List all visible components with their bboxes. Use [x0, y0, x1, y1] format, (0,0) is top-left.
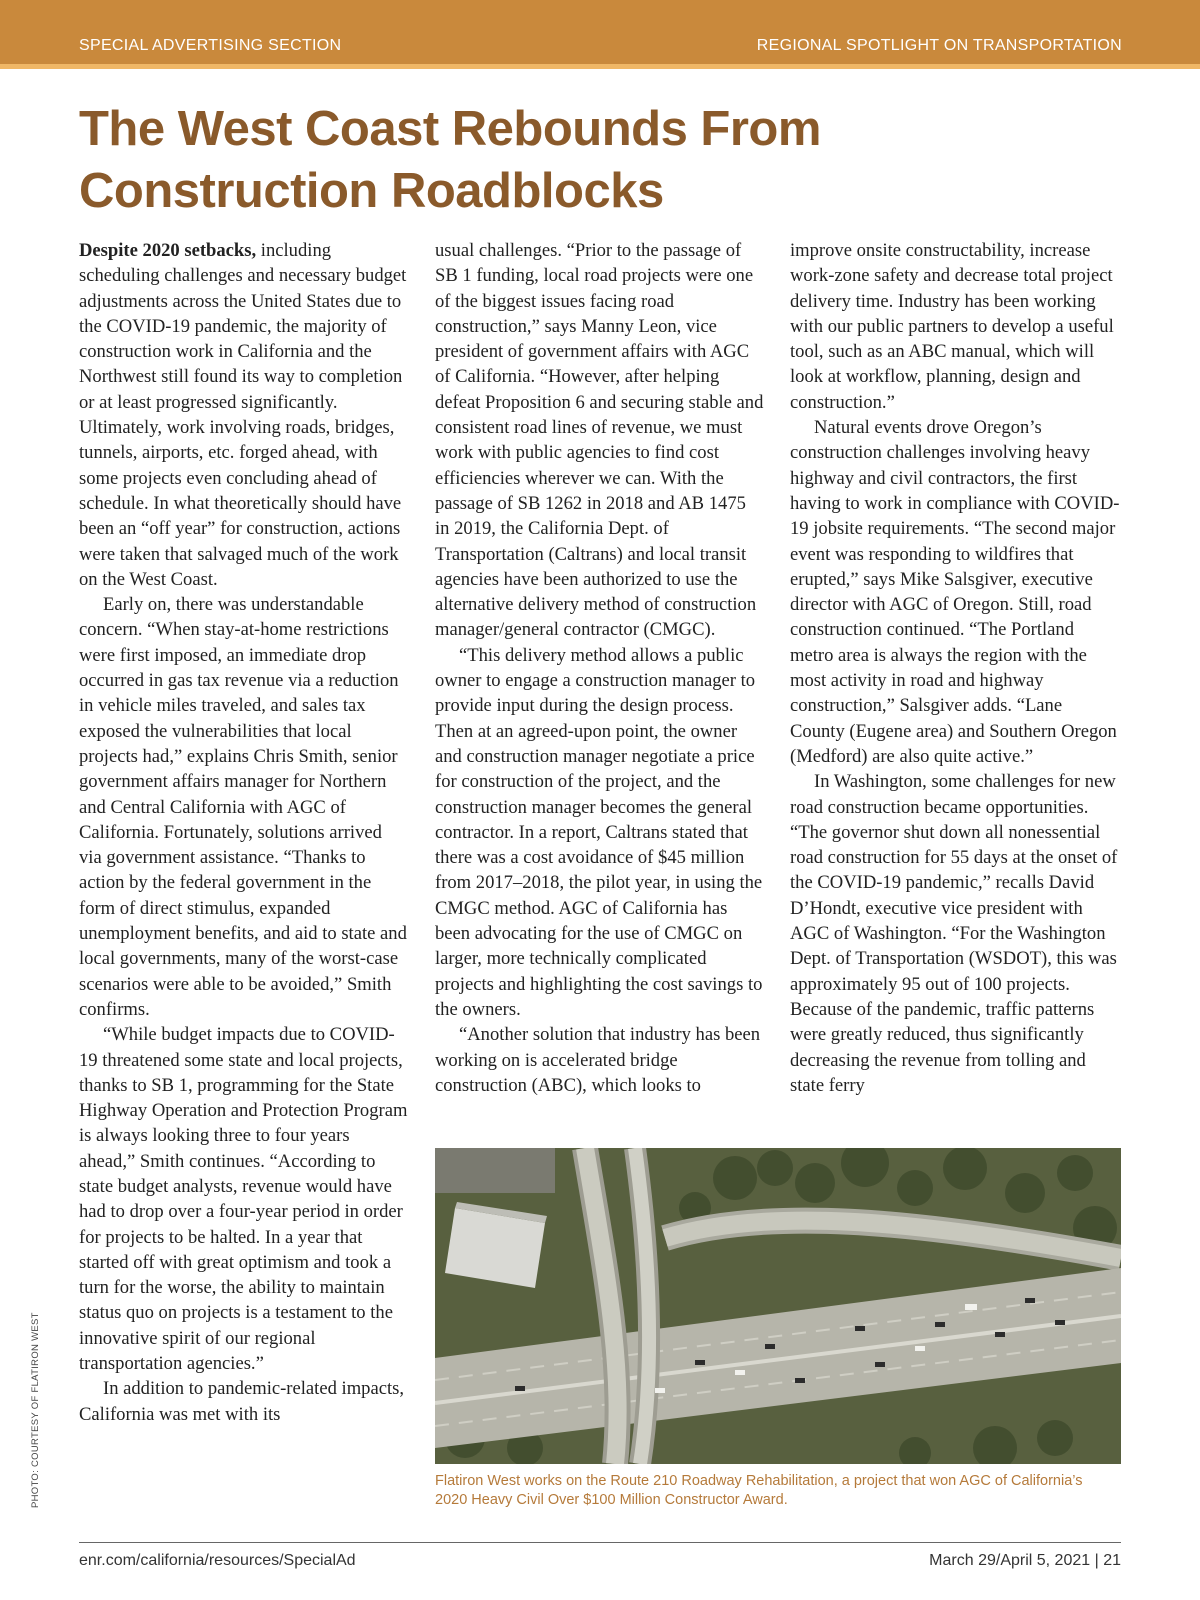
lead-in: Despite 2020 setbacks,: [79, 240, 257, 261]
paragraph: In addition to pandemic-related impacts, California was met with its: [79, 1378, 405, 1425]
text-column-3: [790, 238, 1120, 1098]
footer-url: enr.com/california/resources/SpecialAd: [79, 1552, 356, 1569]
article-title: The West Coast Rebounds From Construction Roadblocks: [79, 102, 821, 218]
paragraph: In Washington, some challenges for new road construction became opportunities. “The governor shut down all nonessential road construction for 55 days at the onset of the COVID-19 pandemic,” recalls David D’Hondt, executive vice president with AGC of Washington. “For the Washington Dept. of Transportation (WSDOT), this was approximately 95 out of 100 projects. Because of the pandemic, traffic patterns were greatly reduced, thus significantly decreasing the revenue from tolling and state ferry: [790, 771, 1118, 1096]
text-column-1: [79, 238, 409, 1427]
paragraph: usual challenges. “Prior to the passage of SB 1 funding, local road projects were one of the biggest issues facing road construction,” says Manny Leon, vice president of government affairs with AGC of California. “However, after helping defeat Proposition 6 and securing stable and consistent road lines of revenue, we must work with public agencies to find cost efficiencies wherever we can. With the passage of SB 1262 in 2018 and AB 1475 in 2019, the California Dept. of Transportation (Caltrans) and local transit agencies have been authorized to use the alternative delivery method of construction manager/general contractor (CMGC).: [435, 240, 764, 641]
text-column-2: [435, 238, 765, 1098]
photo-credit: PHOTO: COURTESY OF FLATIRON WEST: [30, 1312, 41, 1508]
paragraph: “While budget impacts due to COVID-19 threatened some state and local projects, thanks to SB 1, programming for the State Highway Operation and Protection Program is always looking three to four years ahead,” Smith continues. “According to state budget analysts, revenue would have had to drop over a four-year period in order for projects to be halted. In a year that started off with great optimism and took a turn for the worse, the ability to maintain status quo on projects is a testament to the innovative spirit of our regional transportation agencies.”: [79, 1024, 408, 1375]
paragraph: Natural events drove Oregon’s construction challenges involving heavy highway and civil contractors, the first having to work in compliance with COVID-19 jobsite requirements. “The second major event was responding to wildfires that erupted,” says Mike Salsgiver, executive director with AGC of Oregon. Still, road construction continued. “The Portland metro area is always the region with the most activity in road and highway construction,” Salsgiver adds. “Lane County (Eugene area) and Southern Oregon (Medford) are also quite active.”: [790, 417, 1120, 767]
paragraph: “This delivery method allows a public owner to engage a construction manager to provide input during the design process. Then at an agreed-upon point, the owner and construction manager negotiate a price for construction of the project, and the construction manager becomes the general contractor. In a report, Caltrans stated that there was a cost avoidance of $45 million from 2017–2018, the pilot year, in using the CMGC method. AGC of California has been advocating for the use of CMGC on larger, more technically complicated projects and highlighting the cost savings to the owners.: [435, 644, 763, 1020]
footer-rule: [79, 1542, 1121, 1543]
photo-illustration: [435, 1148, 1121, 1464]
paragraph-text: including scheduling challenges and necessary budget adjustments across the United States due to the COVID-19 pandemic, the majority of construction work in California and the Northwest still found its way to completion or at least progressed significantly. Ultimately, work involving roads, bridges, tunnels, airports, etc. forged ahead, with some projects even concluding ahead of schedule. In what theoretically should have been an “off year” for construction, actions were taken that salvaged much of the work on the West Coast.: [79, 240, 407, 590]
paragraph: Early on, there was understandable concern. “When stay-at-home restrictions were first imposed, an immediate drop occurred in gas tax revenue via a reduction in vehicle miles traveled, and sales tax exposed the vulnerabilities that local projects had,” explains Chris Smith, senior government affairs manager for Northern and Central California with AGC of California. Fortunately, solutions arrived via government assistance. “Thanks to action by the federal government in the form of direct stimulus, expanded unemployment benefits, and aid to state and local governments, many of the worst-case scenarios were able to be avoided,” Smith confirms.: [79, 594, 407, 1020]
paragraph: improve onsite constructability, increase work-zone safety and decrease total project delivery time. Industry has been working with our public partners to develop a useful tool, such as an ABC manual, which will look at workflow, planning, design and construction.”: [790, 240, 1114, 413]
aerial-highway-photo: [435, 1148, 1121, 1464]
photo-caption: Flatiron West works on the Route 210 Roadway Rehabilitation, a project that won AGC of California’s 2020 Heavy Civil Over $100 Million Constructor Award.: [435, 1473, 1083, 1508]
section-label: SPECIAL ADVERTISING SECTION: [79, 37, 342, 54]
spotlight-label: REGIONAL SPOTLIGHT ON TRANSPORTATION: [756, 37, 1122, 54]
header-bar: [0, 0, 1200, 69]
paragraph: “Another solution that industry has been working on is accelerated bridge construction (ABC), which looks to: [435, 1024, 761, 1096]
paragraph: [79, 238, 409, 592]
footer-date-page: March 29/April 5, 2021 | 21: [929, 1552, 1121, 1569]
